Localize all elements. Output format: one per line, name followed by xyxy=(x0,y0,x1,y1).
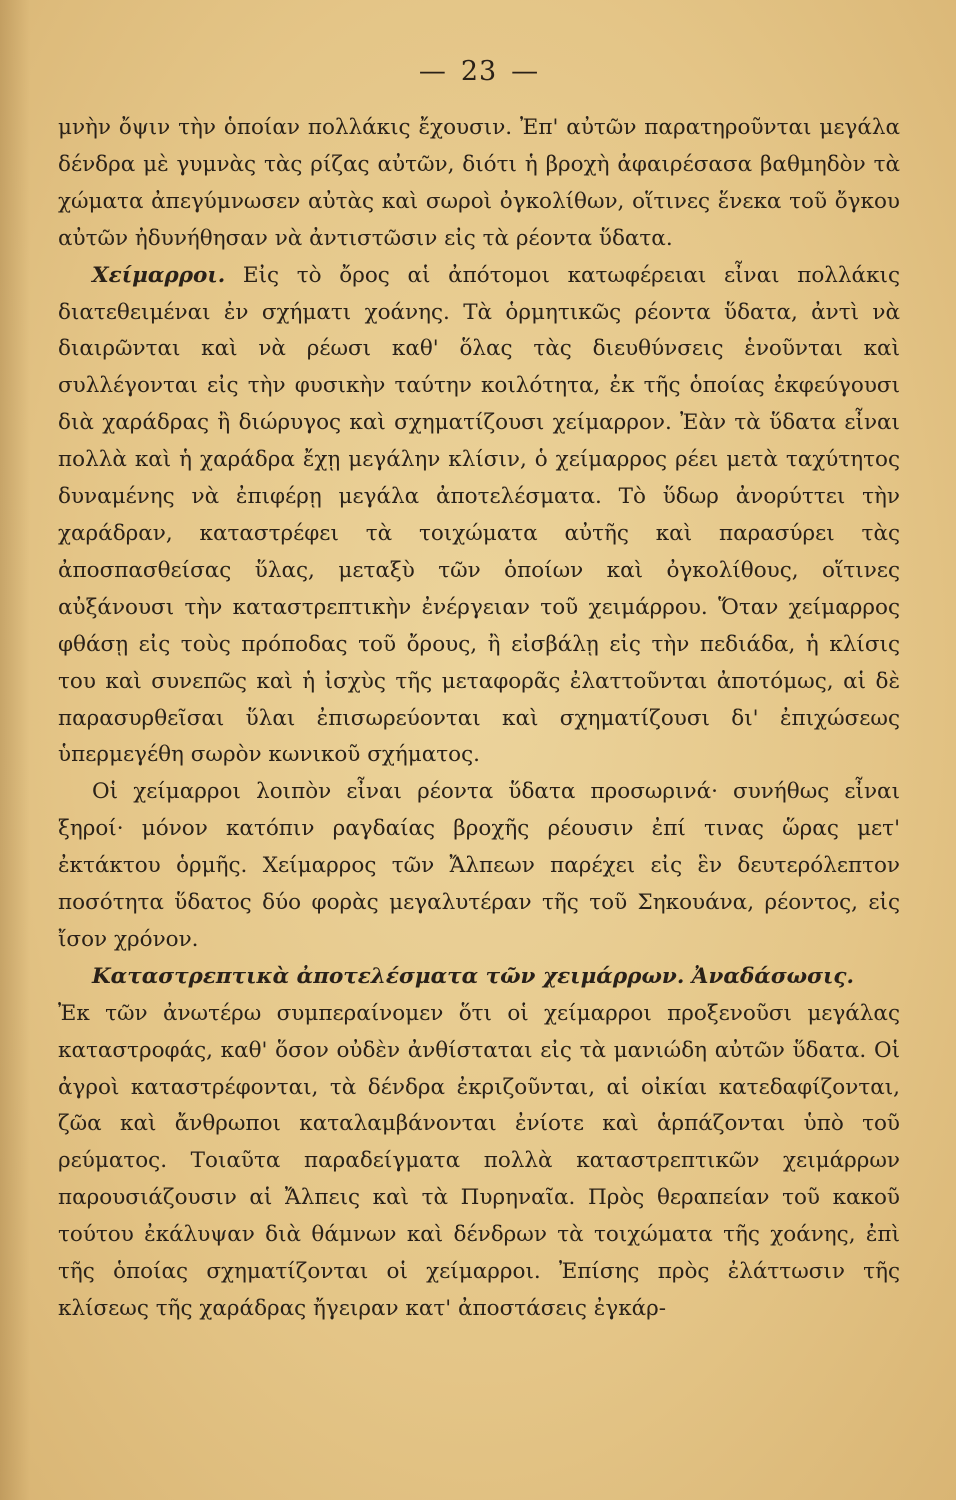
page-binding-shadow xyxy=(0,0,30,1500)
book-page xyxy=(58,52,900,1472)
paragraph-torrents-temporary: Οἱ χείμαρροι λοιπὸν εἶναι ρέοντα ὕδατα προσωρινά· συνήθως εἶναι ξηροί· μόνον κατόπιν ραγδαίας βροχῆς ρέουσιν ἐπί τινας ὥρας μετ' ἐκτάκτου ὁρμῆς. Χείμαρρος τῶν Ἄλπεων παρέχει εἰς ἓν δευτερόλεπτον ποσότητα ὕδατος δύο φορὰς μεγαλυτέραν τῆς τοῦ Σηκουάνα, ρέοντος, εἰς ἴσον χρόνον. xyxy=(58,779,900,952)
section-heading-destructive-effects: Καταστρεπτικὰ ἀποτελέσματα τῶν χειμάρρων. Ἀναδάσωσις. xyxy=(92,963,854,989)
paragraph-continuation: μνὴν ὄψιν τὴν ὁποίαν πολλάκις ἔχουσιν. Ἐπ' αὐτῶν παρατηροῦνται μεγάλα δένδρα μὲ γυμνὰς τὰς ρίζας αὐτῶν, διότι ἡ βροχὴ ἀφαιρέσασα βαθμηδὸν τὰ χώματα ἀπεγύμνωσεν αὐτὰς καὶ σωροὶ ὀγκολίθων, οἵτινες ἕνεκα τοῦ ὄγκου αὐτῶν ἠδυνήθησαν νὰ ἀντιστῶσιν εἰς τὰ ρέοντα ὕδατα. xyxy=(58,115,900,251)
paragraph-torrents-text: Εἰς τὸ ὄρος αἱ ἀπότομοι κατωφέρειαι εἶναι πολλάκις διατεθειμέναι ἐν σχήματι χοάνης. Τὰ ὁρμητικῶς ρέοντα ὕδατα, ἀντὶ νὰ διαιρῶνται καὶ νὰ ρέωσι καθ' ὅλας τὰς διευθύνσεις ἑνοῦνται καὶ συλλέγονται εἰς τὴν φυσικὴν ταύτην κοιλότητα, ἐκ τῆς ὁποίας ἐκφεύγουσι διὰ χαράδρας ἢ διώρυγος καὶ σχηματίζουσι χείμαρρον. Ἐὰν τὰ ὕδατα εἶναι πολλὰ καὶ ἡ χαράδρα ἔχῃ μεγάλην κλίσιν, ὁ χείμαρρος ρέει μετὰ ταχύτητος δυναμένης νὰ ἐπιφέρῃ μεγάλα ἀποτελέσματα. Τὸ ὕδωρ ἀνορύττει τὴν χαράδραν, καταστρέφει τὰ τοιχώματα αὐτῆς καὶ παρασύρει τὰς ἀποσπασθείσας ὕλας, μεταξὺ τῶν ὁποίων καὶ ὀγκολίθους, οἵτινες αὐξάνουσι τὴν καταστρεπτικὴν ἐνέργειαν τοῦ χειμάρρου. Ὅταν χείμαρρος φθάσῃ εἰς τοὺς πρόποδας τοῦ ὄρους, ἢ εἰσβάλῃ εἰς τὴν πεδιάδα, ἡ κλίσις του καὶ συνεπῶς καὶ ἡ ἰσχὺς τῆς μεταφορᾶς ἐλαττοῦνται ἀποτόμως, αἱ δὲ παρασυρθεῖσαι ὕλαι ἐπισωρεύονται καὶ σχηματίζουσι δι' ἐπιχώσεως ὑπερμεγέθη σωρὸν κωνικοῦ σχήματος. xyxy=(58,262,900,768)
paragraph-destructive-effects: Ἐκ τῶν ἀνωτέρω συμπεραίνομεν ὅτι οἱ χείμαρροι προξενοῦσι μεγάλας καταστροφάς, καθ' ὅσον οὐδὲν ἀνθίσταται εἰς τὰ μανιώδη αὐτῶν ὕδατα. Οἱ ἀγροὶ καταστρέφονται, τὰ δένδρα ἐκριζοῦνται, αἱ οἰκίαι κατεδαφίζονται, ζῶα καὶ ἄνθρωποι καταλαμβάνονται ἐνίοτε καὶ ἁρπάζονται ὑπὸ τοῦ ρεύματος. Τοιαῦτα παραδείγματα πολλὰ καταστρεπτικῶν χειμάρρων παρουσιάζουσιν αἱ Ἄλπεις καὶ τὰ Πυρηναῖα. Πρὸς θεραπείαν τοῦ κακοῦ τούτου ἐκάλυψαν διὰ θάμνων καὶ δένδρων τὰ τοιχώματα τῆς χοάνης, ἐπὶ τῆς ὁποίας σχηματίζονται οἱ χείμαρροι. Ἐπίσης πρὸς ἐλάττωσιν τῆς κλίσεως τῆς χαράδρας ἤγειραν κατ' ἀποστάσεις ἐγκάρ- xyxy=(58,1000,900,1321)
page-number xyxy=(58,52,900,92)
section-heading-torrents: Χείμαρροι. xyxy=(92,262,226,288)
page-number-dash-left: — xyxy=(418,56,447,87)
page-number-value: 23 xyxy=(460,56,498,87)
paragraph-torrents xyxy=(58,258,900,775)
page-number-dash-right: — xyxy=(511,56,540,87)
